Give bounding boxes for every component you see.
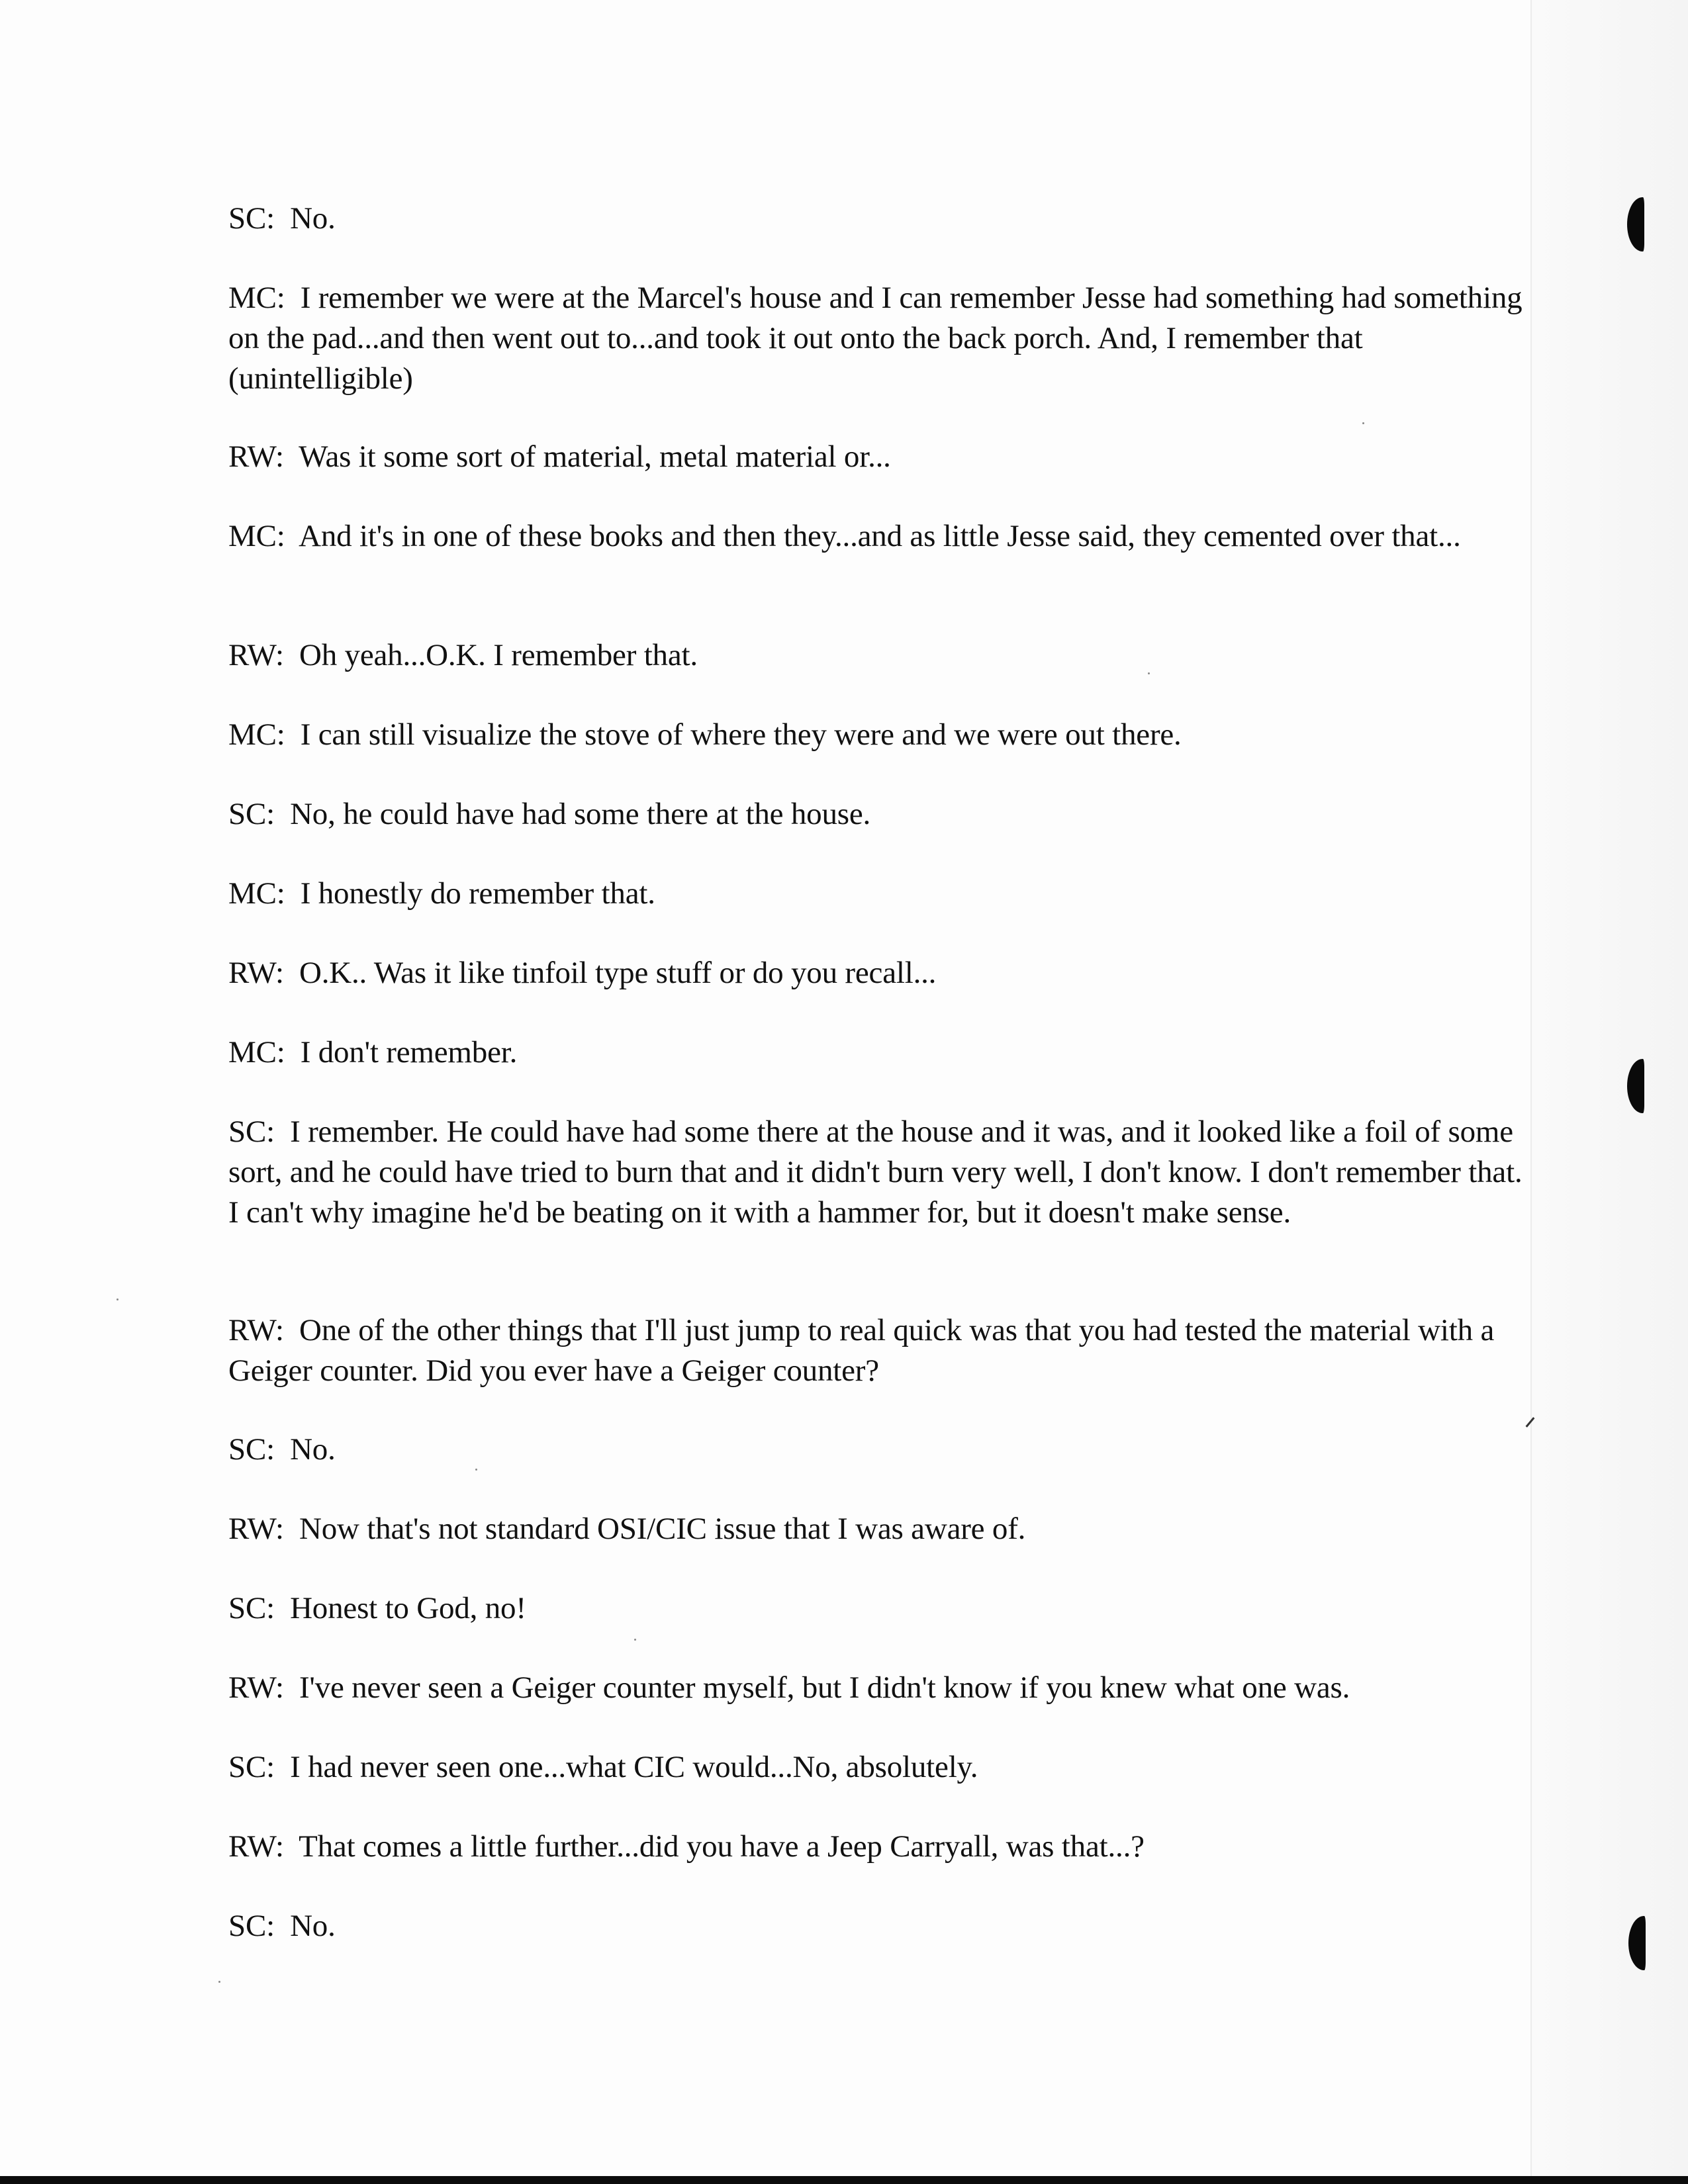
speaker-label: SC:: [228, 201, 275, 236]
speech-text: I had never seen one...what CIC would...No, absolutely.: [290, 1750, 978, 1784]
scan-speck: [117, 1298, 118, 1300]
speaker-label: RW:: [228, 1829, 284, 1864]
speech-text: I don't remember.: [300, 1035, 518, 1069]
transcript-entry: [228, 1430, 1539, 1470]
speech-text: One of the other things that I'll just jump to real quick was that you had tested the material with a Geiger counter. Did you ever have a Geiger counter?: [228, 1313, 1495, 1388]
transcript-entry: [228, 1906, 1539, 1946]
speech-text: O.K.. Was it like tinfoil type stuff or do you recall...: [299, 956, 937, 990]
transcript-entry: [228, 516, 1539, 557]
transcript-entry: [228, 874, 1539, 914]
transcript-entry: [228, 278, 1539, 399]
scan-speck: [1362, 422, 1364, 424]
speaker-label: RW:: [228, 439, 284, 474]
scan-border-bottom: [0, 2176, 1688, 2184]
speaker-label: RW:: [228, 956, 284, 990]
transcript-entry: [228, 715, 1539, 755]
speaker-label: MC:: [228, 876, 285, 911]
speaker-label: RW:: [228, 638, 284, 672]
page-edge: [1530, 0, 1688, 2184]
transcript-entry: [228, 953, 1539, 993]
speech-text: Was it some sort of material, metal material or...: [299, 439, 891, 474]
speech-text: I've never seen a Geiger counter myself, but I didn't know if you knew what one was.: [299, 1670, 1350, 1705]
transcript-entry: [228, 1588, 1539, 1629]
speaker-label: MC:: [228, 1035, 285, 1069]
speaker-label: MC:: [228, 717, 285, 752]
scan-speck: [475, 1469, 477, 1471]
speaker-label: RW:: [228, 1670, 284, 1705]
speaker-label: RW:: [228, 1512, 284, 1546]
speaker-label: SC:: [228, 1432, 275, 1467]
speaker-label: SC:: [228, 1909, 275, 1943]
speaker-label: SC:: [228, 1750, 275, 1784]
speech-text: I honestly do remember that.: [300, 876, 655, 911]
transcript-entry: [228, 437, 1539, 477]
speaker-label: RW:: [228, 1313, 284, 1347]
transcript-entry: [228, 199, 1539, 239]
speech-text: I remember we were at the Marcel's house and I can remember Jesse had something had something on the pad...and then went out to...and took it out onto the back porch. And, I remember that (unintelligible): [228, 281, 1523, 396]
speaker-label: SC:: [228, 1115, 275, 1149]
speaker-label: SC:: [228, 1591, 275, 1625]
speech-text: No.: [290, 201, 336, 236]
speaker-label: MC:: [228, 519, 285, 553]
speech-text: I remember. He could have had some there at the house and it was, and it looked like a foil of some sort, and he could have tried to burn that and it didn't burn very well, I don't know. I don't remember that. I can't why imagine he'd be beating on it with a hammer for, but it doesn't make sense.: [228, 1115, 1523, 1230]
scan-speck: [1148, 672, 1150, 674]
speech-text: Now that's not standard OSI/CIC issue that I was aware of.: [299, 1512, 1026, 1546]
speaker-label: SC:: [228, 797, 275, 831]
transcript-entry: [228, 1668, 1539, 1708]
transcript-entry: [228, 1112, 1539, 1233]
speech-text: Honest to God, no!: [290, 1591, 526, 1625]
speech-text: And it's in one of these books and then they...and as little Jesse said, they cemented over that...: [299, 519, 1461, 553]
transcript-entry: [228, 1509, 1539, 1549]
scan-speck: [634, 1639, 636, 1641]
transcript-entry: [228, 635, 1539, 676]
transcript-entry: [228, 1747, 1539, 1788]
transcript-entry: [228, 794, 1539, 835]
speech-text: I can still visualize the stove of where they were and we were out there.: [300, 717, 1182, 752]
speaker-label: MC:: [228, 281, 285, 315]
speech-text: No.: [290, 1432, 336, 1467]
scan-speck: [218, 1981, 220, 1983]
transcript-entry: [228, 1310, 1539, 1391]
speech-text: Oh yeah...O.K. I remember that.: [299, 638, 698, 672]
transcript-entry: [228, 1827, 1539, 1867]
transcript-entry: [228, 1032, 1539, 1073]
speech-text: No.: [290, 1909, 336, 1943]
speech-text: No, he could have had some there at the house.: [290, 797, 871, 831]
speech-text: That comes a little further...did you have a Jeep Carryall, was that...?: [299, 1829, 1145, 1864]
